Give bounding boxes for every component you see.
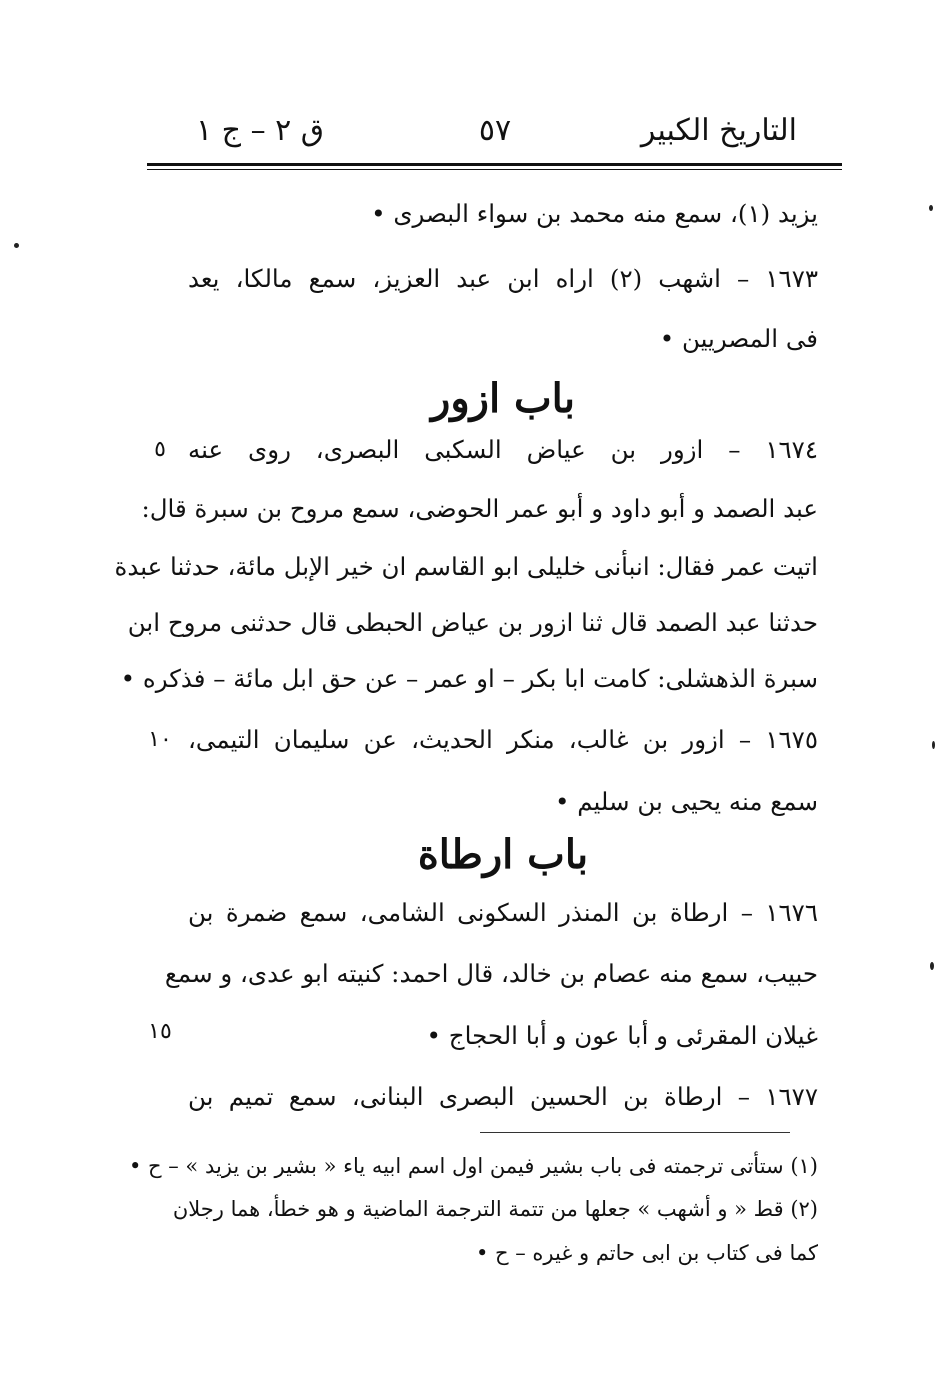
text-line: عبد الصمد و أبو داود و أبو عمر الحوضى، سمع مروح بن سبرة قال: xyxy=(141,494,818,523)
volume-reference: ق ٢ – ج ١ xyxy=(196,113,325,148)
margin-line-number: ١٥ xyxy=(148,1019,172,1044)
scan-speck xyxy=(932,741,935,749)
text-line: غيلان المقرئى و أبا عون و أبا الحجاج • xyxy=(426,1021,818,1050)
margin-line-number: ٥ xyxy=(154,437,166,462)
footnote-2: (٢) قط « و أشهب » جعلها من تتمة الترجمة الماضية و هو خطأ، هما رجلان xyxy=(172,1197,818,1221)
scan-speck xyxy=(14,243,19,248)
text-line: حدثنا عبد الصمد قال ثنا ازور بن عياض الحبطى قال حدثنى مروح ابن xyxy=(127,608,818,637)
margin-line-number: ١٠ xyxy=(148,727,172,752)
footnote-rule xyxy=(480,1132,790,1133)
text-line: سمع منه يحيى بن سليم • xyxy=(554,787,818,816)
page-number: ٥٧ xyxy=(478,113,512,148)
section-heading-azwar: باب ازور xyxy=(431,375,575,422)
text-line: اتيت عمر فقال: انبأنى خليلى ابو القاسم ان خير الإبل مائة، حدثنا عبدة xyxy=(114,552,818,581)
text-line: حبيب، سمع منه عصام بن خالد، قال احمد: كنيته ابو عدى، و سمع xyxy=(164,959,818,988)
entry-1676: ١٦٧٦ – ارطاة بن المنذر السكونى الشامى، سمع ضمرة بن xyxy=(188,898,818,927)
text-line: فى المصريين • xyxy=(659,324,818,353)
entry-1674: ١٦٧٤ – ازور بن عياض السكبى البصرى، روى عنه xyxy=(188,435,818,464)
text-line: يزيد (١)، سمع منه محمد بن سواء البصرى • xyxy=(371,199,818,228)
entry-1675: ١٦٧٥ – ازور بن غالب، منكر الحديث، عن سليمان التيمى، xyxy=(188,725,818,754)
section-heading-artat: باب ارطاة xyxy=(417,831,589,878)
header-rule-thin xyxy=(147,169,842,170)
footnote-1: (١) ستأتى ترجمته فى باب بشير فيمن اول اسم ابيه ياء « بشير بن يزيد » – ح • xyxy=(128,1154,818,1178)
entry-1677: ١٦٧٧ – ارطاة بن الحسين البصرى البنانى، سمع تميم بن xyxy=(188,1082,818,1111)
text-line: سبرة الذهشلى: كامت ابا بكر – او عمر – عن حق ابل مائة – فذكره • xyxy=(120,664,818,693)
running-title: التاريخ الكبير xyxy=(640,113,797,148)
footnote-2-continued: كما فى كتاب بن ابى حاتم و غيره – ح • xyxy=(475,1241,818,1265)
entry-1673: ١٦٧٣ – اشهب (٢) اراه ابن عبد العزيز، سمع مالكا، يعد xyxy=(188,264,819,293)
scan-speck xyxy=(929,205,933,211)
scan-speck xyxy=(930,962,934,970)
header-rule-thick xyxy=(147,163,842,166)
